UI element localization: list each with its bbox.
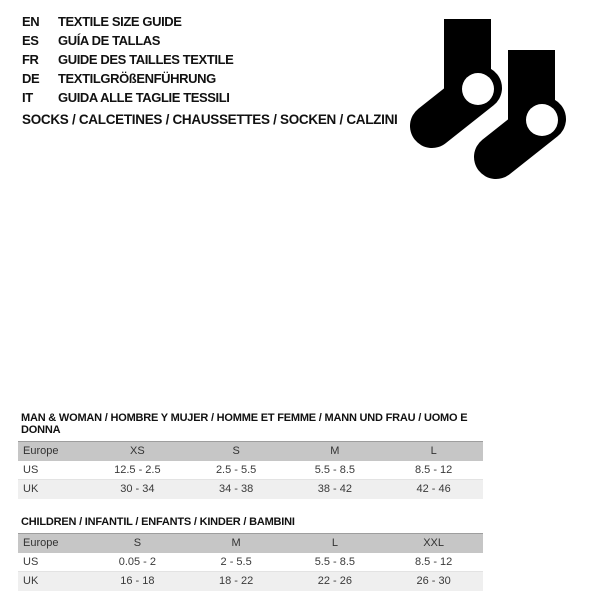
size-value: 5.5 - 8.5: [314, 555, 356, 568]
table-title: MAN & WOMAN / HOMBRE Y MUJER / HOMME ET FEMME / MANN UND FRAU / UOMO E DONNA: [21, 412, 468, 436]
size-value: 2.5 - 5.5: [215, 463, 257, 476]
header-cell-region: Europe: [23, 537, 59, 550]
language-label: GUIDE DES TAILLES TEXTILE: [58, 52, 234, 67]
sock-right: [496, 50, 558, 157]
row-label: UK: [23, 483, 39, 496]
row-label: US: [23, 555, 39, 568]
header-cell-size: S: [133, 537, 142, 550]
header-cell-size: M: [231, 537, 241, 550]
size-value: 34 - 38: [219, 483, 254, 496]
size-value: 8.5 - 12: [414, 463, 453, 476]
language-row-it: [22, 88, 233, 107]
size-value: 42 - 46: [416, 483, 451, 496]
table-row-us: [18, 553, 483, 572]
header-cell-region: Europe: [23, 445, 59, 458]
header-cell-size: M: [330, 445, 340, 458]
header-cell-size: XXL: [423, 537, 445, 550]
table-row-uk: [18, 480, 483, 499]
header-cell-size: S: [232, 445, 240, 458]
language-label: TEXTILGRÖßENFÜHRUNG: [58, 71, 216, 86]
table-header-row: [18, 534, 483, 553]
table-man-woman: [18, 412, 483, 499]
table-children: [18, 516, 483, 591]
language-row-en: [22, 12, 233, 31]
language-code: EN: [22, 14, 40, 29]
table-header-row: [18, 442, 483, 461]
size-value: 22 - 26: [317, 575, 352, 588]
row-label: US: [23, 463, 39, 476]
category-title: SOCKS / CALCETINES / CHAUSSETTES / SOCKEN / CALZINI: [22, 112, 398, 127]
size-table-man-woman: [18, 441, 483, 499]
size-value: 12.5 - 2.5: [114, 463, 161, 476]
row-label: UK: [23, 575, 39, 588]
language-list: [22, 12, 233, 107]
size-value: 38 - 42: [317, 483, 352, 496]
language-code: FR: [22, 52, 39, 67]
table-title: CHILDREN / INFANTIL / ENFANTS / KINDER / BAMBINI: [21, 516, 295, 528]
language-row-es: [22, 31, 233, 50]
size-value: 8.5 - 12: [414, 555, 453, 568]
language-label: GUIDA ALLE TAGLIE TESSILI: [58, 90, 230, 105]
language-label: TEXTILE SIZE GUIDE: [58, 14, 182, 29]
size-value: 18 - 22: [219, 575, 254, 588]
socks-icon: [395, 5, 575, 190]
language-code: DE: [22, 71, 40, 86]
sock-left: [432, 19, 494, 126]
language-label: GUÍA DE TALLAS: [58, 33, 161, 48]
size-table-children: [18, 533, 483, 591]
header-cell-size: L: [331, 537, 338, 550]
size-value: 16 - 18: [120, 575, 155, 588]
language-code: ES: [22, 33, 39, 48]
language-row-de: [22, 69, 233, 88]
size-value: 30 - 34: [120, 483, 155, 496]
table-row-uk: [18, 572, 483, 591]
language-code: IT: [22, 90, 33, 105]
header-cell-size: L: [430, 445, 437, 458]
language-row-fr: [22, 50, 233, 69]
size-value: 26 - 30: [416, 575, 451, 588]
table-row-us: [18, 461, 483, 480]
size-value: 0.05 - 2: [118, 555, 157, 568]
header-cell-size: XS: [130, 445, 145, 458]
size-value: 5.5 - 8.5: [314, 463, 356, 476]
size-value: 2 - 5.5: [220, 555, 252, 568]
